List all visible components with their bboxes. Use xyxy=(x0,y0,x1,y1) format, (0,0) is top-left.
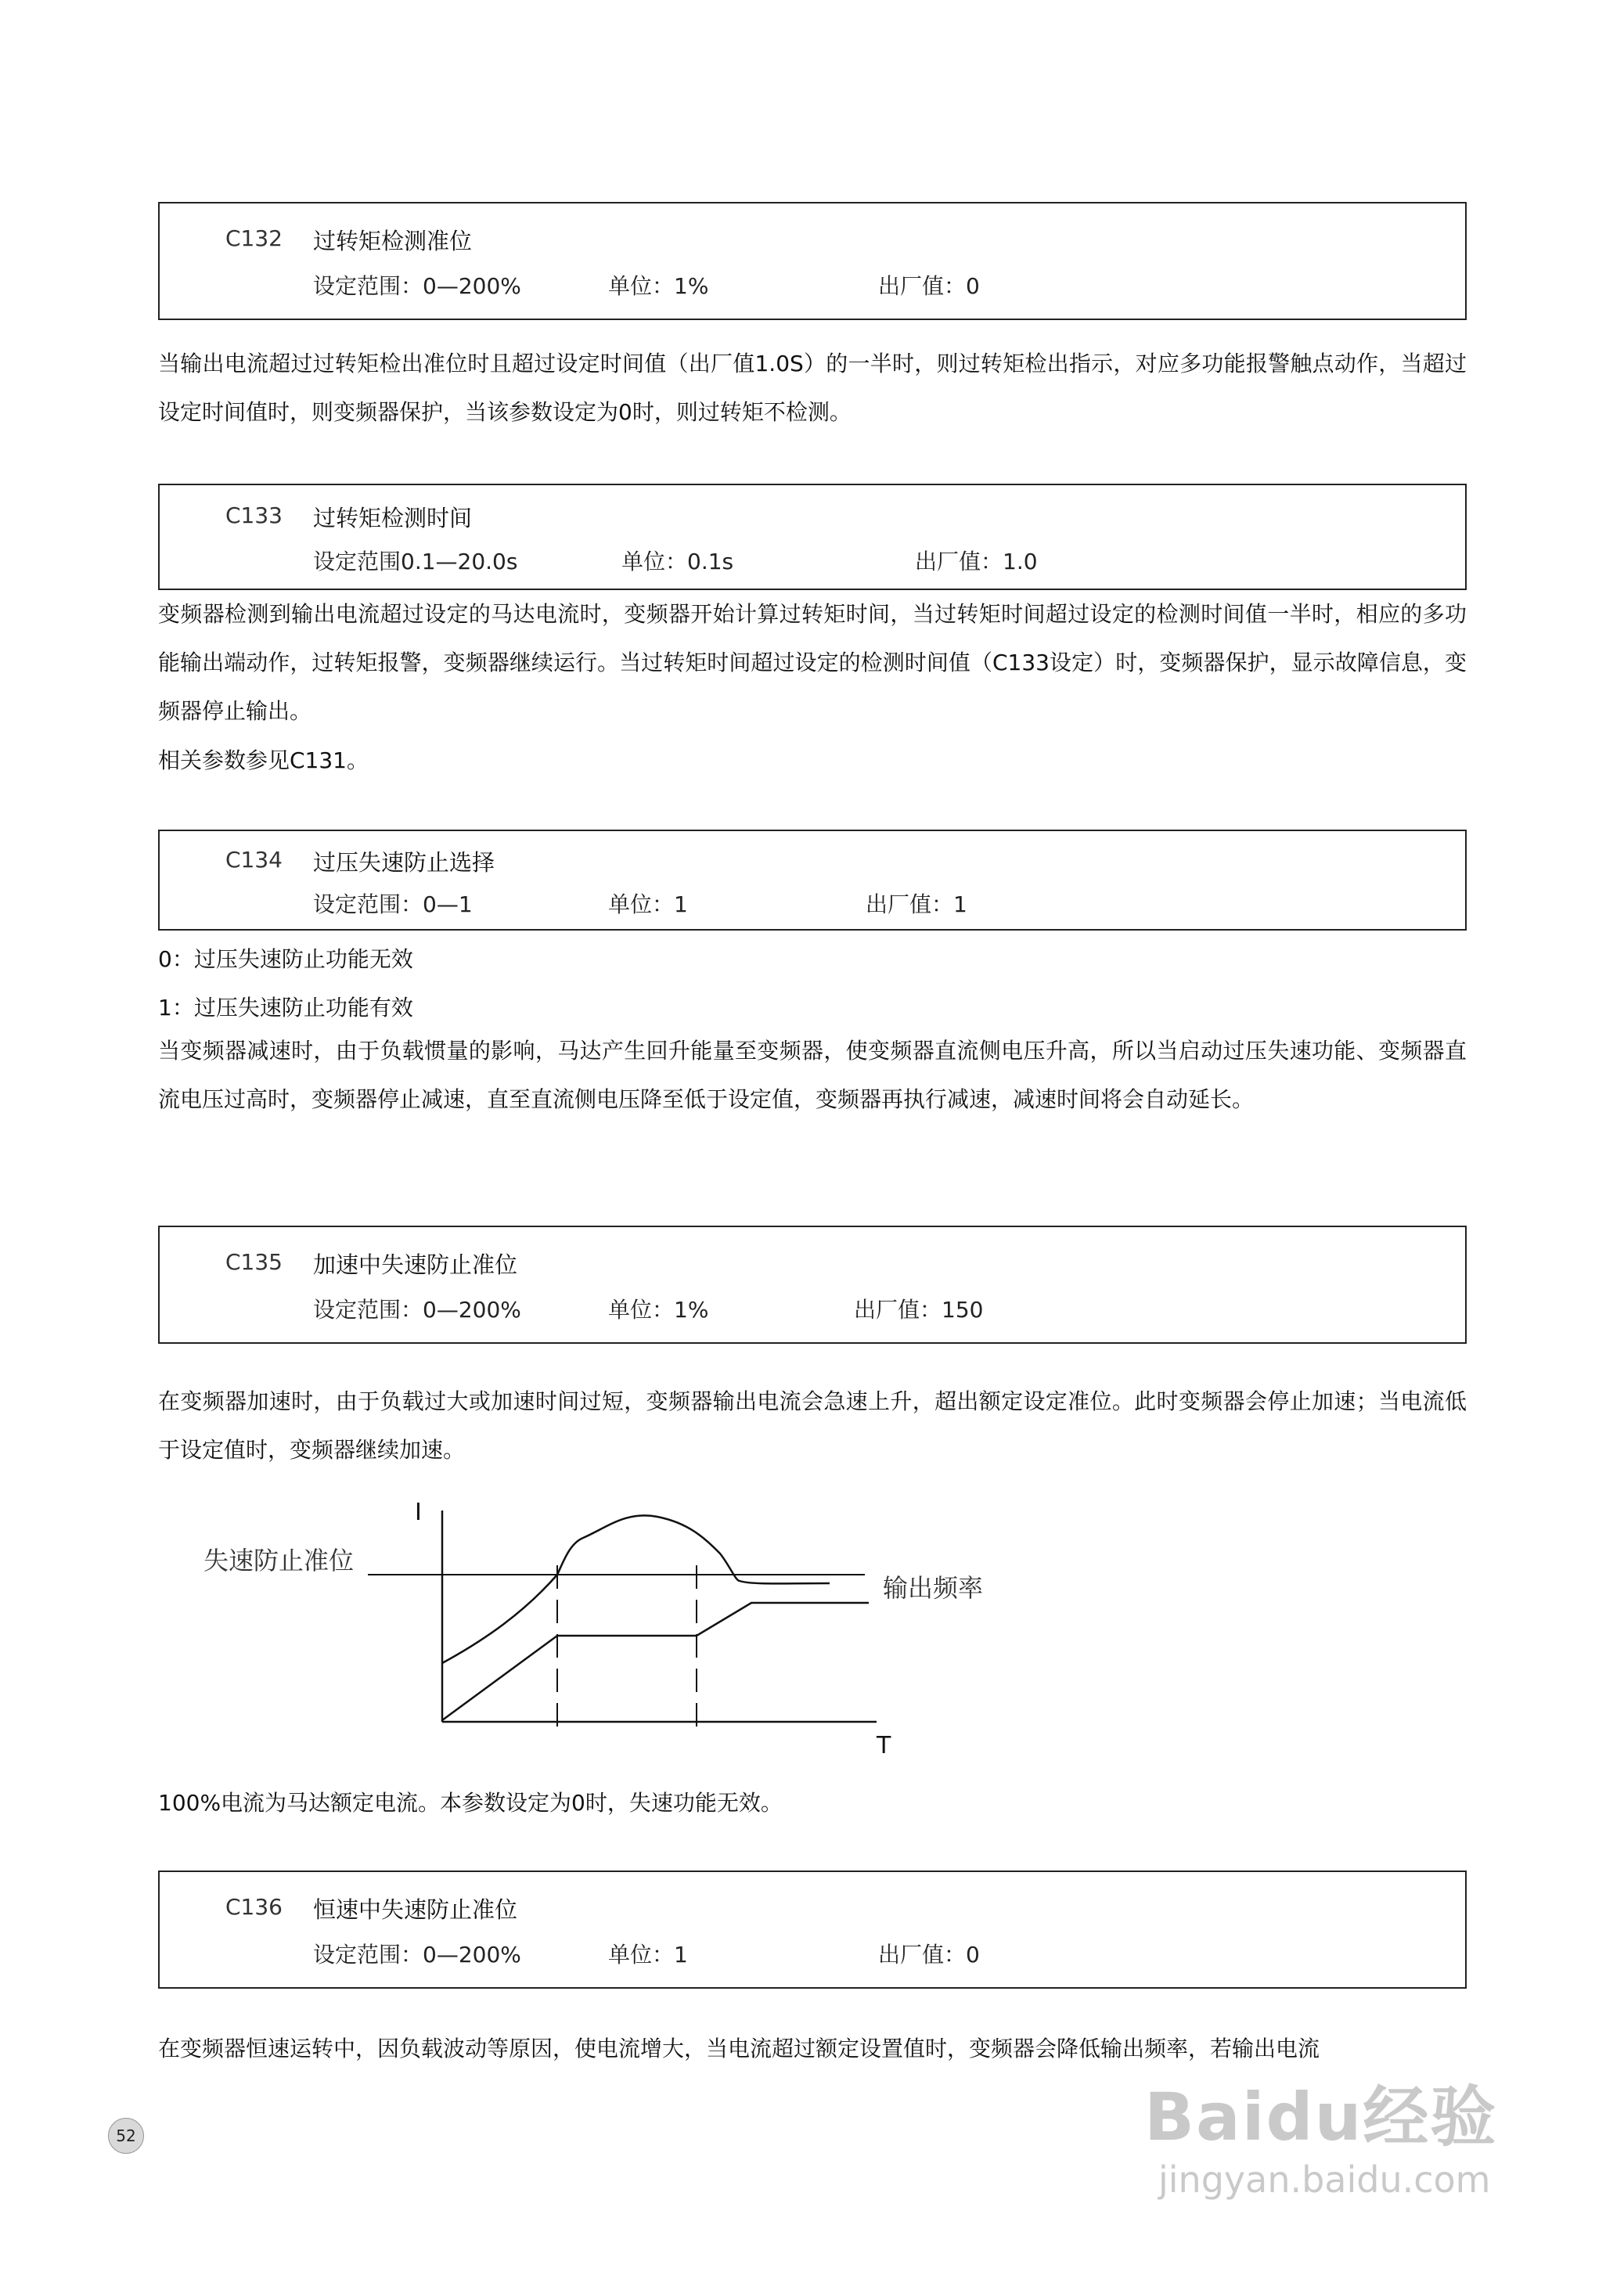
param-code: C135 xyxy=(225,1249,283,1275)
param-unit: 单位：1 xyxy=(608,891,688,917)
param-default: 出厂值：150 xyxy=(854,1297,984,1323)
stall-prevention-diagram xyxy=(157,1487,1033,1769)
c132-description: 当输出电流超过过转矩检出准位时且超过设定时间值（出厂值1.0S）的一半时，则过转矩检出指示，对应多功能报警触点动作，当超过设定时间值时，则变频器保护，当该参数设定为0时，则过转矩不检测。 xyxy=(158,351,1467,425)
c134-option-0: 0：过压失速防止功能无效 xyxy=(158,946,413,972)
watermark-url: jingyan.baidu.com xyxy=(1158,2159,1491,2201)
watermark-brand: Baidu经验 xyxy=(1144,2079,1498,2155)
param-title: 加速中失速防止准位 xyxy=(313,1251,518,1278)
x-axis-label: T xyxy=(877,1732,891,1759)
param-title: 过压失速防止选择 xyxy=(313,849,495,876)
c133-related: 相关参数参见C131。 xyxy=(158,747,369,773)
current-curve xyxy=(442,1515,830,1663)
param-unit: 单位：1 xyxy=(608,1942,688,1968)
param-box-c135 xyxy=(158,1226,1467,1344)
param-code: C133 xyxy=(225,502,283,528)
param-title: 过转矩检测时间 xyxy=(313,505,473,531)
param-box-c134 xyxy=(158,830,1467,931)
param-default: 出厂值：1.0 xyxy=(915,549,1038,574)
output-frequency-label: 输出频率 xyxy=(883,1573,984,1603)
param-default: 出厂值：0 xyxy=(878,273,980,299)
param-code: C134 xyxy=(225,847,283,873)
c134-description: 当变频器减速时，由于负载惯量的影响，马达产生回升能量至变频器，使变频器直流侧电压升高，所以当启动过压失速功能、变频器直流电压过高时，变频器停止减速，直至直流侧电压降至低于设定值，变频器再执行减速，减速时间将会自动延长。 xyxy=(158,1038,1467,1112)
param-unit: 单位：1% xyxy=(608,273,709,299)
param-code: C132 xyxy=(225,225,283,251)
param-box-c133 xyxy=(158,484,1467,590)
stall-level-label: 失速防止准位 xyxy=(203,1546,355,1575)
param-range: 设定范围：0—200% xyxy=(313,1297,521,1323)
y-axis-label: I xyxy=(415,1499,422,1526)
param-default: 出厂值：0 xyxy=(878,1942,980,1968)
param-code: C136 xyxy=(225,1894,283,1920)
param-title: 过转矩检测准位 xyxy=(313,228,473,254)
param-unit: 单位：1% xyxy=(608,1297,709,1323)
param-range: 设定范围：0—1 xyxy=(313,891,473,917)
param-default: 出厂值：1 xyxy=(866,891,967,917)
c134-option-1: 1：过压失速防止功能有效 xyxy=(158,995,413,1021)
param-range: 设定范围：0—200% xyxy=(313,273,521,299)
output-frequency-line xyxy=(442,1603,869,1720)
c135-description: 在变频器加速时，由于负载过大或加速时间过短，变频器输出电流会急速上升，超出额定设定准位。此时变频器会停止加速；当电流低于设定值时，变频器继续加速。 xyxy=(158,1388,1467,1463)
param-range: 设定范围0.1—20.0s xyxy=(313,549,518,574)
c133-description: 变频器检测到输出电流超过设定的马达电流时，变频器开始计算过转矩时间，当过转矩时间超过设定的检测时间值一半时，相应的多功能输出端动作，过转矩报警，变频器继续运行。当过转矩时间超过设定的检测时间值（C133设定）时，变频器保护，显示故障信息，变频器停止输出。 xyxy=(158,601,1467,724)
param-box-c132 xyxy=(158,202,1467,320)
c135-note: 100%电流为马达额定电流。本参数设定为0时，失速功能无效。 xyxy=(158,1790,783,1816)
param-range: 设定范围：0—200% xyxy=(313,1942,521,1968)
param-box-c136 xyxy=(158,1871,1467,1989)
param-unit: 单位：0.1s xyxy=(621,549,734,574)
page-number: 52 xyxy=(108,2118,144,2154)
c136-description: 在变频器恒速运转中，因负载波动等原因，使电流增大，当电流超过额定设置值时，变频器会降低输出频率，若输出电流 xyxy=(158,2036,1320,2061)
param-title: 恒速中失速防止准位 xyxy=(313,1896,518,1923)
